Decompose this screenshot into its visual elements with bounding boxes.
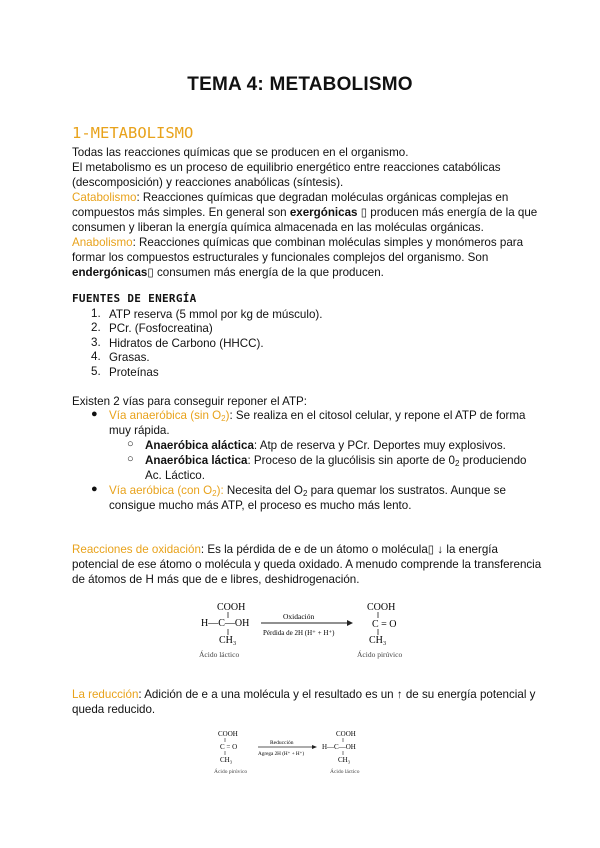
paragraph-text: : Adición de e a una molécula y el resultado es un ↑ de su energía potencial y — [138, 688, 536, 701]
reduccion-paragraph — [72, 687, 535, 702]
paragraph-line: de átomos de H más que de e libres, deshidrogenación. — [72, 573, 360, 586]
paragraph-line: potencial de ese átomo o molécula y queda oxidado. A menudo comprende la transferencia — [72, 558, 542, 571]
list-number: 2. — [91, 321, 101, 334]
list-number: 3. — [91, 336, 101, 349]
paragraph-line: formar los compuestos estructurales y funcionales complejos del organismo. Son — [72, 251, 489, 264]
formula-text: COOH — [217, 602, 246, 613]
list-item: ATP reserva (5 mmol por kg de músculo). — [109, 308, 323, 321]
paragraph-text: compuestos más simples. En general son — [72, 206, 290, 219]
paragraph-text: produciendo — [459, 454, 527, 467]
arrow-head — [347, 620, 353, 626]
formula-text: COOH — [218, 730, 238, 738]
paragraph-text: Necesita del O — [223, 484, 303, 497]
paragraph-line: consumen y liberan la energía química almacenada en las moléculas orgánicas. — [72, 221, 484, 234]
subscript: 2 — [302, 489, 308, 498]
arrow-label: Reducción — [270, 740, 294, 746]
list-item: Proteínas — [109, 366, 159, 379]
paragraph-line: Ac. Láctico. — [145, 469, 205, 482]
reduction-reaction-diagram — [212, 727, 372, 781]
anabolismo-paragraph — [72, 235, 523, 250]
bullet-icon: ● — [91, 408, 98, 420]
list-number: 4. — [91, 350, 101, 363]
term-text: ): — [216, 484, 224, 497]
page-title: TEMA 4: METABOLISMO — [187, 74, 413, 95]
paragraph-line: muy rápida. — [109, 424, 170, 437]
formula-text: COOH — [367, 602, 396, 613]
paragraph-line: queda reducido. — [72, 703, 156, 716]
section-heading-metabolismo: 1-METABOLISMO — [72, 124, 194, 142]
anabolismo-term: Anabolismo — [72, 236, 133, 249]
via-anaerobica-line — [109, 408, 525, 426]
anabolismo-paragraph-line — [72, 265, 384, 280]
bullet-icon: ● — [91, 483, 98, 495]
subscript: 2 — [221, 414, 226, 423]
arrow-label: Pérdida de 2H (H⁺ + H⁺) — [263, 629, 335, 637]
lactica-term: Anaeróbica láctica — [145, 454, 248, 467]
alactica-term: Anaeróbica aláctica — [145, 439, 254, 452]
paragraph-text: ▯ consumen más energía de la que producen. — [147, 266, 384, 279]
list-item: PCr. (Fosfocreatina) — [109, 322, 213, 335]
compound-label: Ácido pirúvico — [357, 650, 403, 659]
paragraph-text: : Se realiza en el citosol celular, y repone el ATP de forma — [229, 409, 526, 422]
alactica-line — [145, 438, 506, 453]
formula-text: C = O — [220, 743, 238, 751]
formula-text: CH₃ — [220, 756, 233, 764]
endergonicas-term: endergónicas — [72, 266, 148, 279]
formula-text: CH₃ — [369, 635, 387, 646]
via-aerobica-term — [109, 484, 224, 497]
formula-text: H—C—OH — [322, 743, 356, 751]
list-number: 5. — [91, 365, 101, 378]
vias-intro: Existen 2 vías para conseguir reponer el ATP: — [72, 395, 308, 408]
subscript: 2 — [212, 489, 217, 498]
list-number: 1. — [91, 307, 101, 320]
paragraph-text: : Atp de reserva y PCr. Deportes muy explosivos. — [253, 439, 506, 452]
paragraph-line: El metabolismo es un proceso de equilibrio energético entre reacciones catabólicas — [72, 161, 501, 174]
term-text: Vía anaeróbica (sin O — [109, 409, 222, 422]
list-item: Grasas. — [109, 351, 150, 364]
compound-label: Ácido láctico — [199, 650, 240, 659]
oxidation-reaction-diagram — [195, 598, 425, 662]
term-text: ) — [225, 409, 230, 422]
formula-text: C = O — [372, 619, 397, 630]
oxidacion-paragraph — [72, 542, 498, 557]
fuentes-heading: FUENTES DE ENERGÍA — [72, 292, 197, 305]
exergonicas-term: exergónicas — [289, 206, 358, 219]
arrow-label: Agrega 2H (H⁺ + H⁺) — [258, 751, 305, 757]
formula-text: CH₃ — [338, 756, 351, 764]
paragraph-text: : Proceso de la glucólisis sin aporte de 0 — [247, 454, 455, 467]
catabolismo-paragraph — [72, 190, 508, 205]
paragraph-text: para quemar los sustratos. Aunque se — [307, 484, 506, 497]
circle-bullet-icon: ○ — [127, 453, 134, 465]
list-item: Hidratos de Carbono (HHCC). — [109, 337, 264, 350]
formula-text: H—C—OH — [201, 618, 250, 629]
arrow-head — [312, 745, 317, 749]
compound-label: Ácido láctico — [330, 769, 360, 775]
arrow-label: Oxidación — [283, 612, 315, 621]
paragraph-line: (descomposición) y reacciones anabólicas (síntesis). — [72, 176, 344, 189]
via-anaerobica-term — [109, 409, 229, 422]
compound-label: Ácido pirúvico — [214, 769, 248, 775]
paragraph-text: ▯ producen más energía de la que — [357, 206, 538, 219]
oxidacion-term: Reacciones de oxidación — [72, 543, 201, 556]
subscript: 2 — [455, 459, 460, 468]
formula-text: CH₃ — [219, 635, 237, 646]
reduccion-term: La reducción — [72, 688, 139, 701]
paragraph-text: : Es la pérdida de e de un átomo o molécula▯ ↓ la energía — [200, 543, 498, 556]
paragraph-text: : Reacciones químicas que degradan moléculas orgánicas complejas en — [136, 191, 509, 204]
paragraph-line: consigue mucho más ATP, el proceso es mucho más lento. — [109, 499, 412, 512]
catabolismo-paragraph-line — [72, 205, 537, 220]
catabolismo-term: Catabolismo — [72, 191, 137, 204]
term-text: Vía aeróbica (con O — [109, 484, 213, 497]
circle-bullet-icon: ○ — [127, 438, 134, 450]
paragraph-line: Todas las reacciones químicas que se producen en el organismo. — [72, 146, 409, 159]
paragraph-text: : Reacciones químicas que combinan moléculas simples y monómeros para — [132, 236, 524, 249]
formula-text: COOH — [336, 730, 356, 738]
